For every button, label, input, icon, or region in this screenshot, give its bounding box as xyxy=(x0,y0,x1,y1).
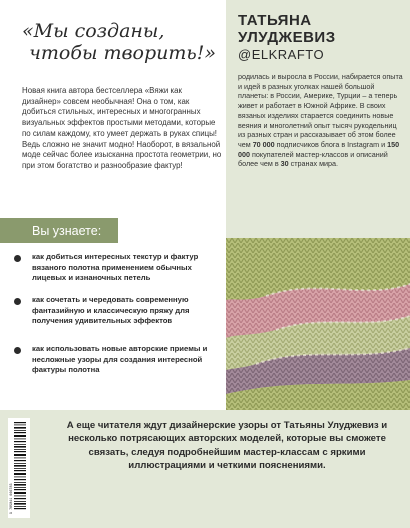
bullet-dot-icon xyxy=(14,298,21,305)
bio-text-2: подписчиков блога в Instagram и xyxy=(274,139,388,149)
bio-text-1: родилась и выросла в России, набирается опыта и идей в разных уголках нашей большой планеты: в России, Америке, Турции – а теперь живет и работает в Южной Африке. В своих вязаных изделиях старается соединить новые веяния и многолетний опыт тысяч рукодельниц из разных стран и рассказывает об этом более чем xyxy=(238,72,403,149)
bullet-dot-icon xyxy=(14,255,21,262)
author-handle: @ELKRAFTO xyxy=(238,47,325,62)
bullet-dot-icon xyxy=(14,347,21,354)
bio-buyers-count: 150 000 xyxy=(238,139,400,159)
barcode xyxy=(8,418,30,518)
learn-item-text: как добиться интересных текстур и фактур вязаного полотна применением обычных лицевых и изнаночных петель xyxy=(32,252,199,283)
bottom-description: А еще читателя ждут дизайнерские узоры от Татьяны Улуджевиз и несколько потрясающих авторских моделей, которые вы сможете связать, следуя подробнейшим мастер-классам с яркими иллюстрациями и четкими пояснениями. xyxy=(66,420,388,472)
author-panel xyxy=(226,0,410,238)
quote xyxy=(22,20,222,64)
barcode-number: 9 785041 666783 xyxy=(10,483,14,514)
bio-countries-count: 30 xyxy=(280,159,289,169)
learn-item-text: как использовать новые авторские приемы и несложные узоры для создания интересной фактуры полотна xyxy=(32,344,208,375)
bio-text-3: покупателей мастер-классов и описаний более чем в xyxy=(238,149,388,169)
quote-line-1: «Мы созданы, xyxy=(22,20,165,42)
intro-paragraph: Новая книга автора бестселлера «Вяжи как дизайнер» совсем необычная! Она о том, как добиться стильных, интересных и многогранных визуальных эффектов простыми методами, которые по силам каждому, кто умеет держать в руках спицы! Ведь сложно не значит модно! Наоборот, в вязальной моде сейчас более изысканна простота геометрии, но при этом богатство и разнообразие фактур! xyxy=(22,86,222,170)
knitted-fabric-image xyxy=(226,238,410,410)
author-name: ТАТЬЯНА УЛУДЖЕВИЗ xyxy=(238,12,336,46)
bio-subscribers-count: 70 000 xyxy=(252,139,275,149)
quote-line-2: чтобы творить!» xyxy=(29,42,216,64)
learn-heading: Вы узнаете: xyxy=(32,224,102,238)
bio-text-4: странах мира. xyxy=(288,159,339,169)
learn-item-text: как сочетать и чередовать современную фантазийную и классическую пряжу для получения удивительных эффектов xyxy=(32,295,190,326)
knitted-fabric-photo xyxy=(226,238,410,410)
author-bio xyxy=(238,72,404,169)
